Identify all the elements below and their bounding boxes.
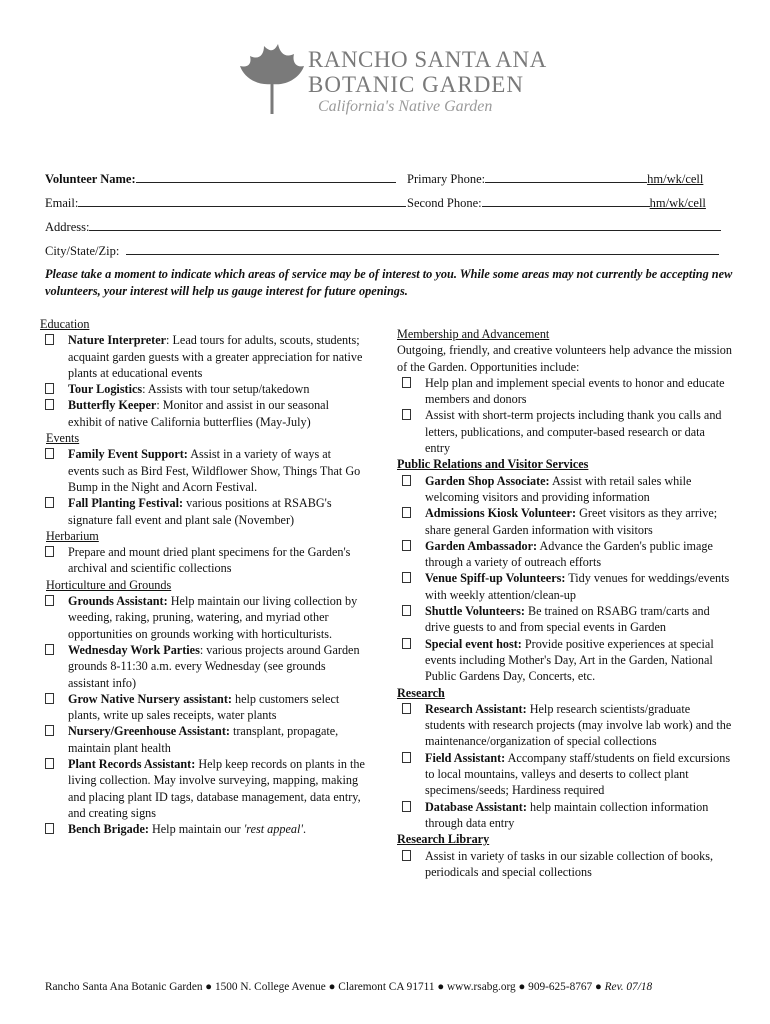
checkbox[interactable] (402, 752, 411, 763)
membership-list (397, 375, 732, 456)
checkbox[interactable] (45, 693, 54, 704)
item-description: Help maintain our living collection by weeding, raking, pruning, watering, and myriad other opportunities on grounds working with horticulturists. (68, 594, 358, 641)
checkbox[interactable] (402, 409, 411, 420)
item-title: Nature Interpreter (68, 333, 167, 348)
checkbox[interactable] (402, 605, 411, 616)
item-description: Help research scientists/graduate students with research projects (may involve lab work) and the maintenance/organization of special collections (425, 701, 732, 749)
item-description: Accompany staff/students on field excursions to local mountains, valleys and deserts to collect plant specimens/seeds; Hardiness required (425, 750, 731, 798)
section-research-library: Research Library (397, 832, 490, 847)
membership-intro: Outgoing, friendly, and creative volunteers help advance the mission of the Garden. Opportunities include: (397, 343, 732, 374)
item-description: : Monitor and assist in our seasonal exhibit of native California butterflies (May-July) (68, 398, 329, 429)
section-horticulture: Horticulture and Grounds (46, 577, 172, 592)
section-education: Education (40, 317, 90, 331)
checklist-item (397, 750, 732, 799)
second-phone-field[interactable] (482, 194, 650, 207)
volunteer-name-field[interactable] (136, 170, 396, 183)
logo-tagline: California's Native Garden (318, 98, 493, 115)
item-description: Greet visitors as they arrive; share general Garden information with visitors (425, 506, 718, 537)
checkbox[interactable] (45, 595, 54, 606)
item-description: various positions at RSABG's signature fall event and plant sale (November) (68, 496, 332, 527)
address-row (45, 218, 721, 235)
checklist-item (397, 848, 732, 881)
checklist-item (397, 407, 732, 456)
volunteer-name-label: Volunteer Name: (45, 172, 136, 186)
section-public-relations: Public Relations and Visitor Services (397, 457, 589, 472)
left-column (40, 316, 365, 838)
herbarium-list (40, 544, 365, 577)
city-field[interactable] (126, 242, 719, 255)
item-title: Garden Shop Associate: (425, 473, 550, 488)
item-description: Assist in a variety of ways at events such as Bird Fest, Wildflower Show, Things That Go Bump in the Night and Acorn Festival. (68, 447, 361, 494)
item-description: : various projects around Garden grounds 8-11:30 a.m. every Wednesday (see grounds assistant info) (68, 642, 360, 690)
item-title: Garden Ambassador: (425, 538, 538, 553)
logo (238, 42, 547, 122)
library-list (397, 848, 732, 881)
checklist-item (40, 446, 365, 495)
checklist-item (40, 544, 365, 577)
checklist-item (40, 381, 365, 397)
primary-phone-row (407, 170, 703, 187)
item-title: Special event host: (425, 636, 522, 651)
checkbox[interactable] (402, 572, 411, 583)
section-research: Research (397, 685, 445, 700)
checkbox[interactable] (45, 448, 54, 459)
item-description: Assist with retail sales while welcoming visitors and providing information (425, 473, 692, 504)
right-column (397, 326, 732, 880)
second-phone-row (407, 194, 706, 211)
section-events: Events (46, 431, 80, 446)
item-description: Tidy venues for weddings/events with weekly attention/clean-up (425, 571, 730, 602)
leaf-icon (238, 42, 306, 118)
checklist-item (397, 701, 732, 750)
research-list (397, 701, 732, 831)
item-title: Wednesday Work Parties (68, 642, 200, 657)
item-title: Grow Native Nursery assistant: (68, 691, 232, 706)
item-title: Nursery/Greenhouse Assistant: (68, 724, 230, 739)
checklist-item (40, 821, 365, 837)
checklist-item (40, 593, 365, 642)
checkbox[interactable] (402, 475, 411, 486)
checkbox[interactable] (45, 497, 54, 508)
checklist-item (40, 756, 365, 821)
events-list (40, 446, 365, 527)
item-description: Be trained on RSABG tram/carts and drive guests to and from special events in Garden (425, 604, 710, 635)
item-suffix: . (302, 822, 307, 837)
checkbox[interactable] (402, 507, 411, 518)
section-herbarium: Herbarium (46, 528, 99, 543)
checkbox[interactable] (45, 399, 54, 410)
public-relations-list (397, 473, 732, 685)
checklist-item (397, 636, 732, 685)
second-phone-suffix: hm/wk/cell (649, 196, 706, 210)
item-description: Assist with short-term projects including thank you calls and letters, publications, and computer-based research or data entry (425, 408, 722, 456)
checklist-item (40, 332, 365, 381)
item-title: Family Event Support: (68, 447, 188, 462)
primary-phone-field[interactable] (485, 170, 647, 183)
item-description: transplant, propagate, maintain plant health (68, 724, 339, 755)
item-title: Research Assistant: (425, 701, 527, 716)
item-description: Prepare and mount dried plant specimens for the Garden's archival and scientific collections (68, 545, 351, 576)
item-description: : Assists with tour setup/takedown (142, 382, 310, 397)
item-title: Grounds Assistant: (68, 594, 168, 609)
item-description: help maintain collection information through data entry (425, 799, 709, 830)
checklist-item (397, 538, 732, 571)
checkbox[interactable] (402, 540, 411, 551)
checklist-item (397, 570, 732, 603)
checklist-item (40, 642, 365, 691)
checkbox[interactable] (402, 638, 411, 649)
primary-phone-suffix: hm/wk/cell (647, 172, 704, 186)
primary-phone-label: Primary Phone: (407, 172, 486, 186)
interest-notice: Please take a moment to indicate which areas of service may be of interest to you. While some areas may not currently be accepting new volunteers, your interest will help us gauge interest for future openings. (45, 267, 733, 298)
education-list (40, 332, 365, 430)
horticulture-list (40, 593, 365, 837)
email-field[interactable] (78, 194, 406, 207)
checklist-item (40, 397, 365, 430)
footer-text: Rancho Santa Ana Botanic Garden ● 1500 N. College Avenue ● Claremont CA 91711 ● www.rsabg.org ● 909-625-8767 ● (45, 981, 605, 993)
item-emphasis: 'rest appeal' (243, 822, 303, 837)
checklist-item (397, 603, 732, 636)
logo-line2: BOTANIC GARDEN (308, 72, 524, 97)
item-description: help customers select plants, write up sales receipts, water plants (68, 691, 340, 723)
checkbox[interactable] (402, 801, 411, 812)
item-description: Advance the Garden's public image through a variety of outreach efforts (425, 538, 713, 570)
city-label: City/State/Zip: (45, 244, 120, 258)
item-description: Provide positive experiences at special events including Mother's Day, Art in the Garden, National Public Gardens Day, Concerts, etc. (425, 636, 714, 684)
item-title: Shuttle Volunteers: (425, 604, 525, 619)
item-title: Bench Brigade: (68, 822, 149, 837)
item-title: Venue Spiff-up Volunteers: (425, 571, 566, 586)
checkbox[interactable] (45, 758, 54, 769)
item-description: Help plan and implement special events to honor and educate members and donors (425, 375, 725, 407)
footer-rev: Rev. 07/18 (604, 981, 653, 993)
checkbox[interactable] (45, 334, 54, 345)
item-description: : Lead tours for adults, scouts, students; acquaint garden guests with a greater appreciation for native plants at educational events (68, 333, 363, 380)
item-title: Field Assistant: (425, 750, 506, 765)
second-phone-label: Second Phone: (407, 196, 482, 210)
footer (45, 981, 652, 993)
address-field[interactable] (89, 218, 721, 231)
volunteer-name-row (45, 170, 396, 187)
item-title: Tour Logistics (68, 382, 143, 397)
checkbox[interactable] (45, 383, 54, 394)
checkbox[interactable] (45, 644, 54, 655)
checklist-item (397, 505, 732, 538)
checklist-item (397, 375, 732, 408)
checkbox[interactable] (402, 703, 411, 714)
checkbox[interactable] (45, 725, 54, 736)
item-description: Help maintain our (148, 822, 244, 837)
email-row (45, 194, 406, 211)
address-label: Address: (45, 220, 90, 234)
checkbox[interactable] (402, 377, 411, 388)
item-description: Help keep records on plants in the living collection. May involve surveying, mapping, making and placing plant ID tags, database management, data entry, and creating signs (68, 757, 365, 820)
checklist-item (40, 723, 365, 756)
email-label: Email: (45, 196, 79, 210)
item-title: Plant Records Assistant: (68, 757, 196, 772)
item-title: Database Assistant: (425, 799, 527, 814)
item-title: Butterfly Keeper (68, 398, 157, 413)
checkbox[interactable] (45, 546, 54, 557)
checklist-item (397, 473, 732, 506)
checklist-item (397, 799, 732, 832)
logo-line1: RANCHO SANTA ANA (308, 47, 547, 72)
item-description: Assist in variety of tasks in our sizable collection of books, periodicals and special collections (425, 848, 714, 879)
city-row (45, 242, 719, 259)
item-title: Admissions Kiosk Volunteer: (425, 506, 577, 521)
item-title: Fall Planting Festival: (68, 496, 184, 511)
checkbox[interactable] (45, 823, 54, 834)
checkbox[interactable] (402, 850, 411, 861)
checklist-item (40, 495, 365, 528)
checklist-item (40, 691, 365, 724)
section-membership: Membership and Advancement (397, 327, 550, 341)
